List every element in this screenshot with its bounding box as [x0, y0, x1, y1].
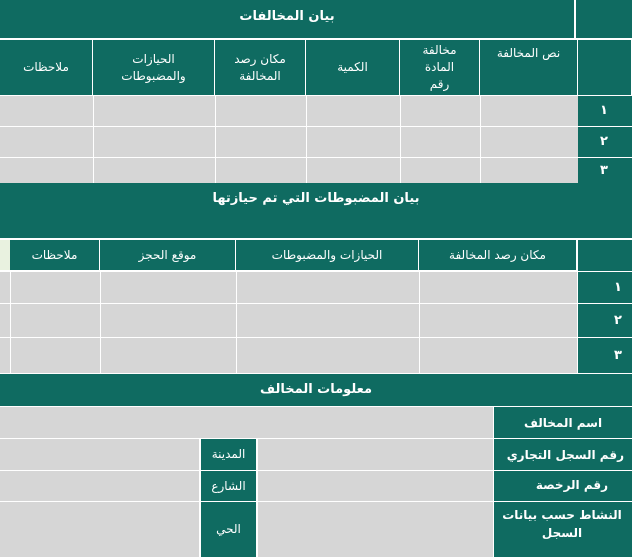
- row-number: ٣: [578, 338, 632, 373]
- city-label: المدينة: [201, 439, 256, 470]
- col-holdings: الحيازات والمضبوطات: [93, 40, 215, 96]
- row-number: ٢: [578, 304, 632, 337]
- violator-name-field[interactable]: [0, 407, 493, 438]
- col-violation-text: نص المخالفة: [480, 40, 578, 96]
- license-label: رقم الرخصة: [494, 471, 632, 501]
- street-label: الشارع: [201, 471, 256, 501]
- col-index-header: [578, 240, 632, 271]
- street-field[interactable]: [0, 471, 199, 501]
- col-notes: ملاحظات: [10, 240, 100, 271]
- col-location: مكان رصد المخالفة: [419, 240, 577, 271]
- col-notes: ملاحظات: [0, 40, 93, 96]
- violator-name-label: اسم المخالف: [494, 407, 632, 438]
- violations-row-1: [0, 96, 578, 126]
- seized-row-2: [0, 304, 577, 337]
- license-field[interactable]: [258, 471, 493, 501]
- col-seizure-location: موقع الحجز: [100, 240, 236, 271]
- row-number: ٣: [578, 158, 632, 183]
- col-location: مكان رصد المخالفة: [215, 40, 306, 96]
- activity-label: النشاط حسب بيانات السجل: [494, 502, 632, 557]
- activity-field[interactable]: [258, 502, 493, 557]
- seized-title: بيان المضبوطات التي تم حيازتها: [212, 190, 420, 206]
- district-label: الحي: [201, 502, 256, 557]
- row-number: ٢: [578, 127, 632, 157]
- commercial-register-field[interactable]: [258, 439, 493, 470]
- violations-title: بيان المخالفات: [239, 8, 335, 24]
- violator-title: معلومات المخالف: [259, 381, 373, 397]
- district-field[interactable]: [0, 502, 199, 557]
- violations-corner: [576, 0, 632, 38]
- commercial-register-label: رقم السجل التجاري: [494, 439, 632, 470]
- row-number: ١: [578, 272, 632, 303]
- seized-left-edge: [0, 240, 10, 270]
- col-holdings: الحيازات والمضبوطات: [236, 240, 419, 271]
- seized-row-3: [0, 338, 577, 373]
- city-field[interactable]: [0, 439, 199, 470]
- seized-row-1: [0, 272, 577, 303]
- row-number: ١: [578, 96, 632, 126]
- col-quantity: الكمية: [306, 40, 400, 96]
- violations-row-3: [0, 158, 578, 183]
- col-index-header: [578, 40, 632, 96]
- violations-row-2: [0, 127, 578, 157]
- col-article-number: مخالفة المادة رقم: [400, 40, 480, 96]
